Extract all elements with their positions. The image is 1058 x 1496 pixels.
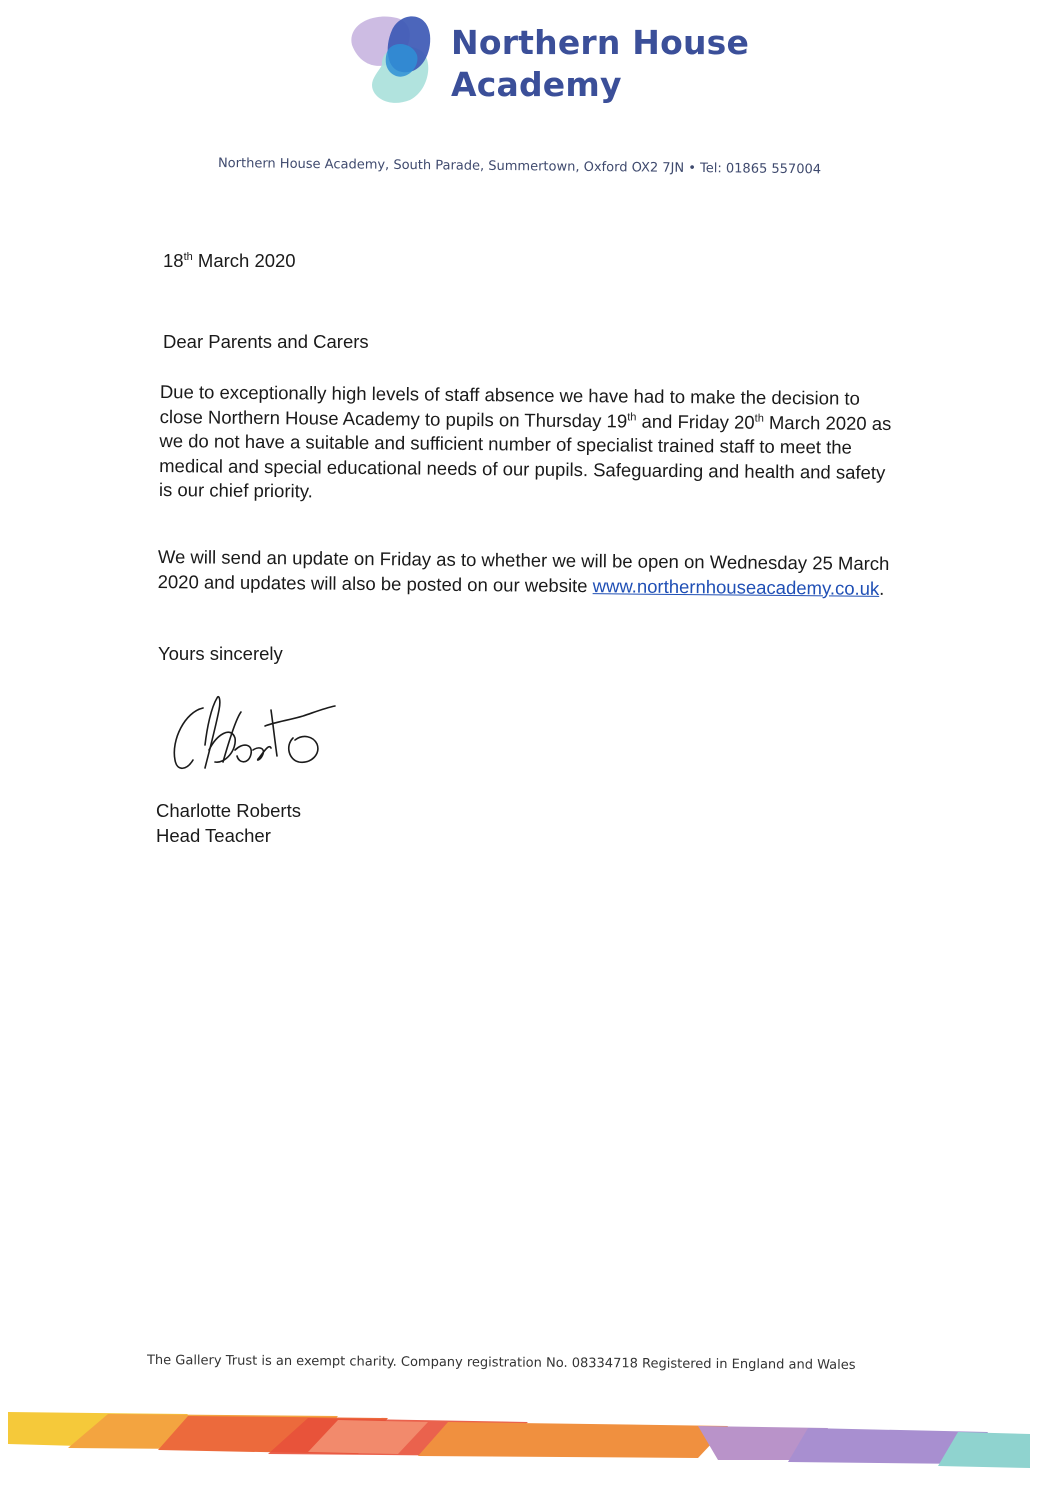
para2-text: We will send an update on Friday as to whether we will be open on Wednesday 25 March 2020 and updates will also be posted on our website xyxy=(157,545,890,596)
letterhead-address: Northern House Academy, South Parade, Summertown, Oxford OX2 7JN • Tel: 01865 557004 xyxy=(217,156,822,178)
academy-logo-icon xyxy=(342,10,442,106)
handwritten-signature-icon xyxy=(165,690,340,780)
letter-date xyxy=(163,249,296,274)
date-suffix: th xyxy=(183,250,193,263)
organisation-name xyxy=(451,22,749,106)
website-link[interactable]: www.northernhouseacademy.co.uk xyxy=(592,574,880,599)
organisation-name-line1: Northern House xyxy=(451,23,750,62)
date-day: 18 xyxy=(163,250,184,271)
update-paragraph xyxy=(158,545,898,601)
signatory-name: Charlotte Roberts xyxy=(156,800,301,821)
closing: Yours sincerely xyxy=(158,643,283,664)
organisation-name-line2: Academy xyxy=(451,65,622,104)
para2-after-link: . xyxy=(879,577,885,599)
date-month-year: March 2020 xyxy=(192,250,296,271)
signatory-title: Head Teacher xyxy=(156,825,271,846)
footer-decorative-stripe xyxy=(8,1408,1030,1470)
para1-sup2: th xyxy=(754,412,764,425)
para1-part3: March 2020 as we do not have a suitable and sufficient number of specialist trained staff to meet the medical and special educational needs of our pupils. Safeguarding and health and safety is our chief priority. xyxy=(158,411,892,502)
para1-sup1: th xyxy=(627,410,637,423)
footer-charity-note: The Gallery Trust is an exempt charity. Company registration No. 08334718 Registered in England and Wales xyxy=(146,1353,856,1373)
salutation: Dear Parents and Carers xyxy=(163,331,369,352)
para1-part1: Due to exceptionally high levels of staff absence we have had to make the decision to close Northern House Academy to pupils on Thursday 19 xyxy=(159,380,860,431)
closure-paragraph xyxy=(159,380,900,510)
stripe-segment-tangerine xyxy=(418,1422,728,1458)
signatory-block xyxy=(156,798,301,848)
para1-part2: and Friday 20 xyxy=(636,410,755,433)
